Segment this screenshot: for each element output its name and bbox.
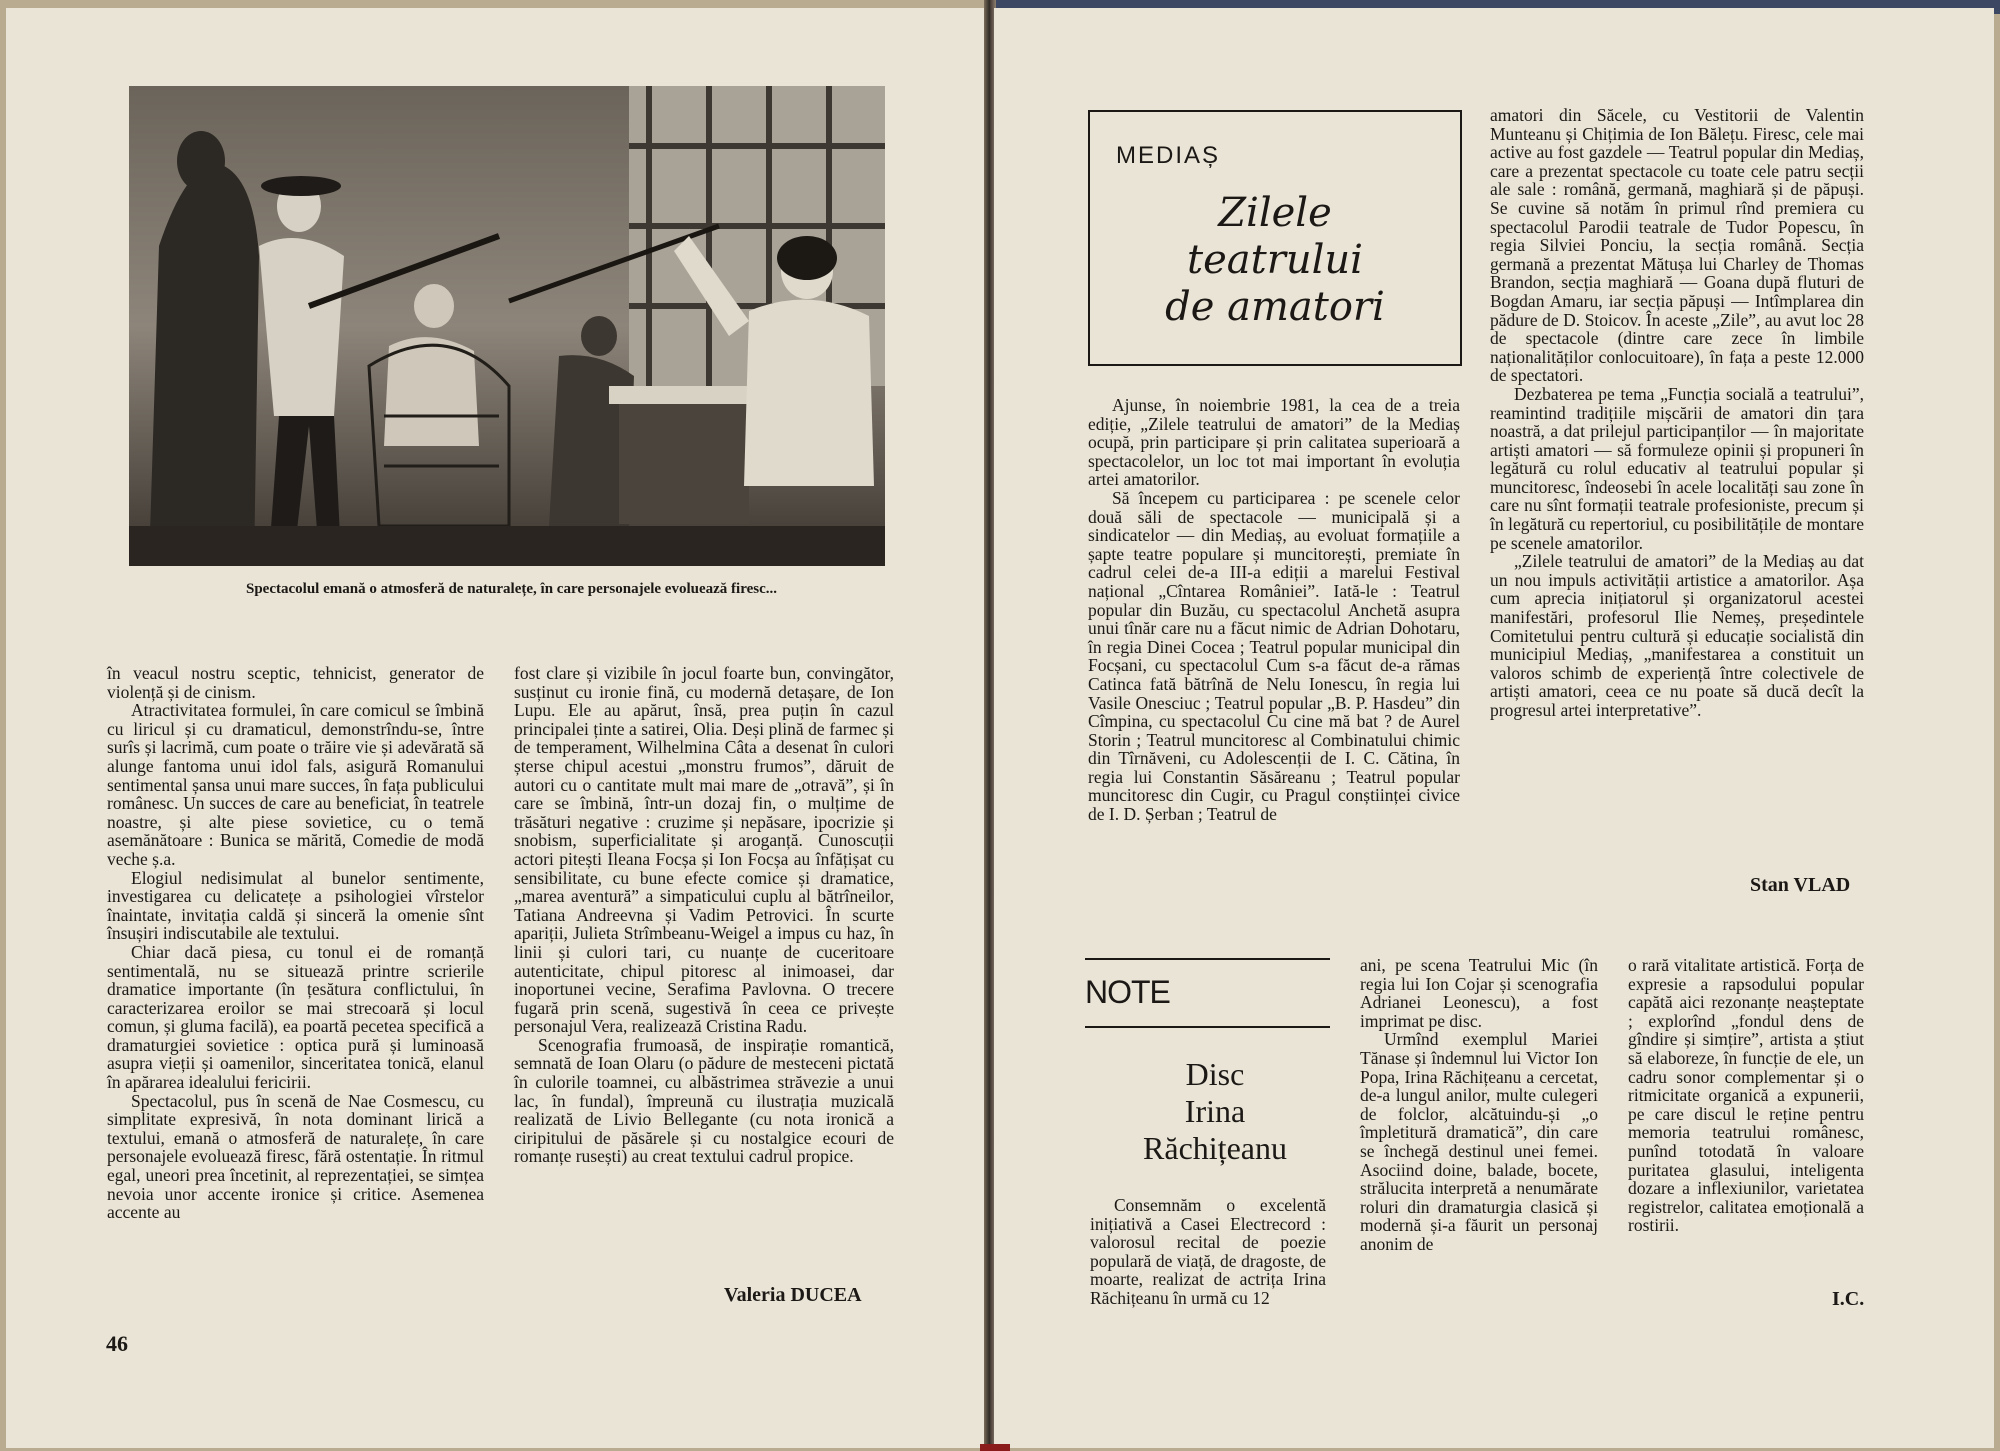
notes-column-2 xyxy=(1360,956,1598,1254)
notes-column-3 xyxy=(1628,956,1864,1235)
article-headline xyxy=(1090,190,1460,331)
paragraph: Să începem cu participarea : pe scenele celor două săli de spectacole — municipală și a sindicatelor — din Mediaș, au evoluat formațiile a șapte teatre populare și muncitorești, premiate în cadrul celei de-a III-a ediții a marelui Festival național „Cîntarea României”. Iată-le : Teatrul popular din Buzău, cu spectacolul Anchetă asupra unui tînăr care nu a făcut nimic de Adrian Dohotaru, în regia Dinei Cocea ; Teatrul popular municipal din Focșani, cu spectacolul Cum s-a făcut de-a rămas Catinca fată bătrînă de Nelu Ionescu, în regia lui Vasile Onesciuc ; Teatrul popular „B. P. Hasdeu” din Cîmpina, cu spectacolul Cu cine mă bat ? de Aurel Storin ; Teatrul muncitoresc al Combinatului chimic din Tîrnăveni, cu Adolescenții de I. C. Cătina, în regia lui Constantin Săsăreanu ; Teatrul popular muncitoresc din Cugir, cu Pragul conștiinței civice de I. D. Șerban ; Teatrul de xyxy=(1088,487,1460,825)
paragraph: Consemnăm o excelentă inițiativă a Casei Electrecord : valorosul recital de poezie populară de viață, de dragoste, de moarte, realizat de actrița Irina Răchițeanu în urmă cu 12 xyxy=(1090,1195,1326,1308)
photo-caption: Spectacolul emană o atmosferă de naturalețe, în care personajele evoluează firesc... xyxy=(246,581,777,597)
right-article-column-1 xyxy=(1088,396,1460,824)
disc-title-line: Irina xyxy=(1184,1093,1246,1129)
author-signature: Valeria DUCEA xyxy=(724,1284,862,1306)
left-article-column-2 xyxy=(514,664,894,1166)
paragraph: Atractivitatea formulei, în care comicul se îmbină cu liricul și cu dramaticul, demonstrîndu-se, între surîs și lacrimă, cum poate o trăire vie și adevărată să alunge fantoma unui idol fals, asigură Romanului sentimental șansa unui mare succes, în fața publicului românesc. Un succes de care au beneficiat, în teatrele noastre, și alte piese sovietice, cu o temă asemănătoare : Bunica se mărită, Comedie de modă veche ș.a. xyxy=(107,700,484,869)
article-title-box xyxy=(1088,110,1462,366)
paragraph: Chiar dacă piesa, cu tonul ei de romanță sentimentală, nu se situează printre scrierile dramatice importante (în țesătura conflictului, în caracterizarea eroilor se mai strecoară și locul comun, și gluma facilă), ea poartă pecetea specifică a dramaturgiei sovietice : optica pură și luminoasă asupra vieții și oamenilor, sinceritatea tonică, elanul în apărarea idealului fericirii. xyxy=(107,941,484,1093)
right-page xyxy=(994,8,1994,1448)
paragraph: o rară vitalitate artistică. Forța de expresie a rapsodului popular capătă aici rezonanțe neașteptate ; explorînd „fondul dens de gîndire și simțire”, artista a știut să elaboreze, în funcție de ele, un cadru sonor complementar și o ritmicitate organică a expunerii, pe care discul le reține pentru memoria teatrului românesc, punînd totodată în valoare puritatea glasului, inteligenta dozare a inflexiunilor, varietatea registrelor, calitatea emoțională a rostirii. xyxy=(1628,955,1864,1236)
left-page xyxy=(6,8,986,1448)
author-signature: Stan VLAD xyxy=(1750,874,1851,896)
stage-photo xyxy=(129,86,885,566)
paragraph: Ajunse, în noiembrie 1981, la cea de a treia ediție, „Zilele teatrului de amatori” de la Mediaș ocupă, prin participare și prin calitatea superioară a spectacolelor, un loc tot mai important în evoluția artei amatorilor. xyxy=(1088,395,1460,490)
disc-title xyxy=(1100,1056,1330,1167)
paragraph: Spectacolul, pus în scenă de Nae Cosmescu, cu simplitate expresivă, în nota dominant lirică a textului, emană o atmosferă de naturalețe, în care personajele evoluează firesc, fără ostentație. În ritmul egal, uneori prea încetinit, al reprezentației, se simțea nevoia unor accente ironice și critice. Asemenea accente au xyxy=(107,1090,484,1223)
notes-top-rule xyxy=(1085,958,1330,960)
paragraph: amatori din Săcele, cu Vestitorii de Valentin Munteanu și Chițimia de Ion Bălețu. Firesc, cele mai active au fost gazdele — Teatrul popular din Mediaș, care a prezentat spectacole cu toate cele patru secții ale sale : română, germană, maghiară și de păpuși. Se cuvine să notăm în primul rînd premiera cu spectacolul Parodii teatrale de Tudor Popescu, în regia Silviei Ponciu, la secția română. Secția germană a prezentat Mătușa lui Charley de Thomas Brandon, secția maghiară — Goana după fluturi de Bogdan Amaru, iar secția păpuși — Intîmplarea din pădure de D. Stoicov. În aceste „Zile”, au avut loc 28 de spectacole (dintre care zece în limbile naționalităților conlocuitoare), în fața a peste 12.000 de spectatori. xyxy=(1490,105,1864,386)
stage-photo-illustration xyxy=(129,86,885,566)
page-number: 46 xyxy=(106,1331,128,1356)
article-city: MEDIAȘ xyxy=(1116,142,1221,169)
author-signature: I.C. xyxy=(1832,1288,1865,1310)
paragraph: Elogiul nedisimulat al bunelor sentimente, investigarea cu delicatețe a psihologiei vîrstelor înaintate, invitația caldă și sinceră la omenie sînt însușiri indiscutabile ale textului. xyxy=(107,867,484,944)
notes-section-label: NOTE xyxy=(1085,974,1170,1010)
paragraph: Urmînd exemplul Mariei Tănase și îndemnul lui Victor Ion Popa, Irina Răchițeanu a cercetat, de-a lungul anilor, multe culegeri de folclor, alcătuindu-și „o împletitură dramatică”, din care se închegă destinul unei femei. Asociind doine, balade, bocete, strălucita interpretă a nenumărate roluri din dramaturgia clasică și modernă și-a făurit un personaj anonim de xyxy=(1360,1029,1598,1254)
headline-line: Zilele xyxy=(1218,190,1332,236)
paragraph: ani, pe scena Teatrului Mic (în regia lui Ion Cojar și scenografia Adrianei Leonescu), a fost imprimat pe disc. xyxy=(1360,955,1598,1031)
right-article-column-2 xyxy=(1490,106,1864,720)
left-article-column-1 xyxy=(107,664,484,1222)
headline-line: de amatori xyxy=(1165,284,1385,330)
disc-title-line: Disc xyxy=(1185,1056,1245,1092)
notes-bottom-rule xyxy=(1085,1026,1330,1028)
paragraph: Scenografia frumoasă, de inspirație romantică, semnată de Ioan Olaru (o pădure de mesteceni pictată în culorile toamnei, cu albăstrimea străvezie a unui lac, în fundal), împreună cu ilustrația muzicală realizată de Livio Bellegante (cu nota ironică a ciripitului de păsărele și cu nostalgice ecouri de romanțe rusești) au creat textului cadrul propice. xyxy=(514,1034,894,1167)
paragraph: „Zilele teatrului de amatori” de la Mediaș au dat un nou impuls activității artistice a amatorilor. Așa cum aprecia inițiatorul și organizatorul acestei manifestări, profesorul Ilie Nemeș, președintele Comitetului pentru cultură și educație socialistă din municipiul Mediaș, „manifestarea a constituit un valoros schimb de experiență între colectivele de artiști amatori, ceea ce nu poate să ducă decît la progresul artei interpretative”. xyxy=(1490,551,1864,720)
paragraph: Dezbaterea pe tema „Funcția socială a teatrului”, reamintind tradițiile mișcării de amatori din țara noastră, a dat prilejul participanților — în majoritate artiști amatori — să formuleze opinii și propuneri în legătură cu rolul educativ al teatrului popular și muncitoresc, îndeosebi în acele localități sau zone în care nu sînt formații teatrale profesioniste, precum și în legătură cu repertoriul, cu posibilitățile de montare pe scenele amatorilor. xyxy=(1490,383,1864,553)
disc-title-line: Răchițeanu xyxy=(1143,1130,1287,1166)
headline-line: teatrului xyxy=(1187,237,1363,283)
paragraph: fost clare și vizibile în jocul foarte bun, convingător, susținut cu ironie fină, cu modernă detașare, de Ion Lupu. Ele au apărut, însă, prea puțin în cazul principalei ținte a satirei, Olia. Deși plină de farmec și de temperament, Wilhelmina Câta a desenat în culori șterse chipul acestui „monstru frumos”, dăruit de autori cu o cantitate mult mai mare de „otravă”, și în care se îmbină, într-un dozaj fin, o mulțime de trăsături negative : cruzime și nepăsare, ipocrizie și snobism, superficialitate și aroganță. Cunoscuții actori pitești Ileana Focșa și Ion Focșa au înfățișat cu sensibilitate, cu bune efecte comice și dramatice, „marea aventură” a simpaticului cuplu al bătrîneilor, Tatiana Andreevna și Vadim Petrovici. În scurte apariții, Julieta Strîmbeanu-Weigel a impus cu haz, în linii și culori tari, cu nuanțe de cuceritoare autenticitate, chipul pitoresc al inimoasei, dar inoportunei vecine, Serafima Pavlovna. O trecere fugară prin scenă, sugestivă în ceea ce privește personajul Vera, realizează Cristina Radu. xyxy=(514,663,894,1037)
paragraph: în veacul nostru sceptic, tehnicist, generator de violență și de cinism. xyxy=(107,663,484,702)
book-binding-bottom xyxy=(980,1444,1010,1451)
notes-column-1 xyxy=(1090,1196,1326,1308)
